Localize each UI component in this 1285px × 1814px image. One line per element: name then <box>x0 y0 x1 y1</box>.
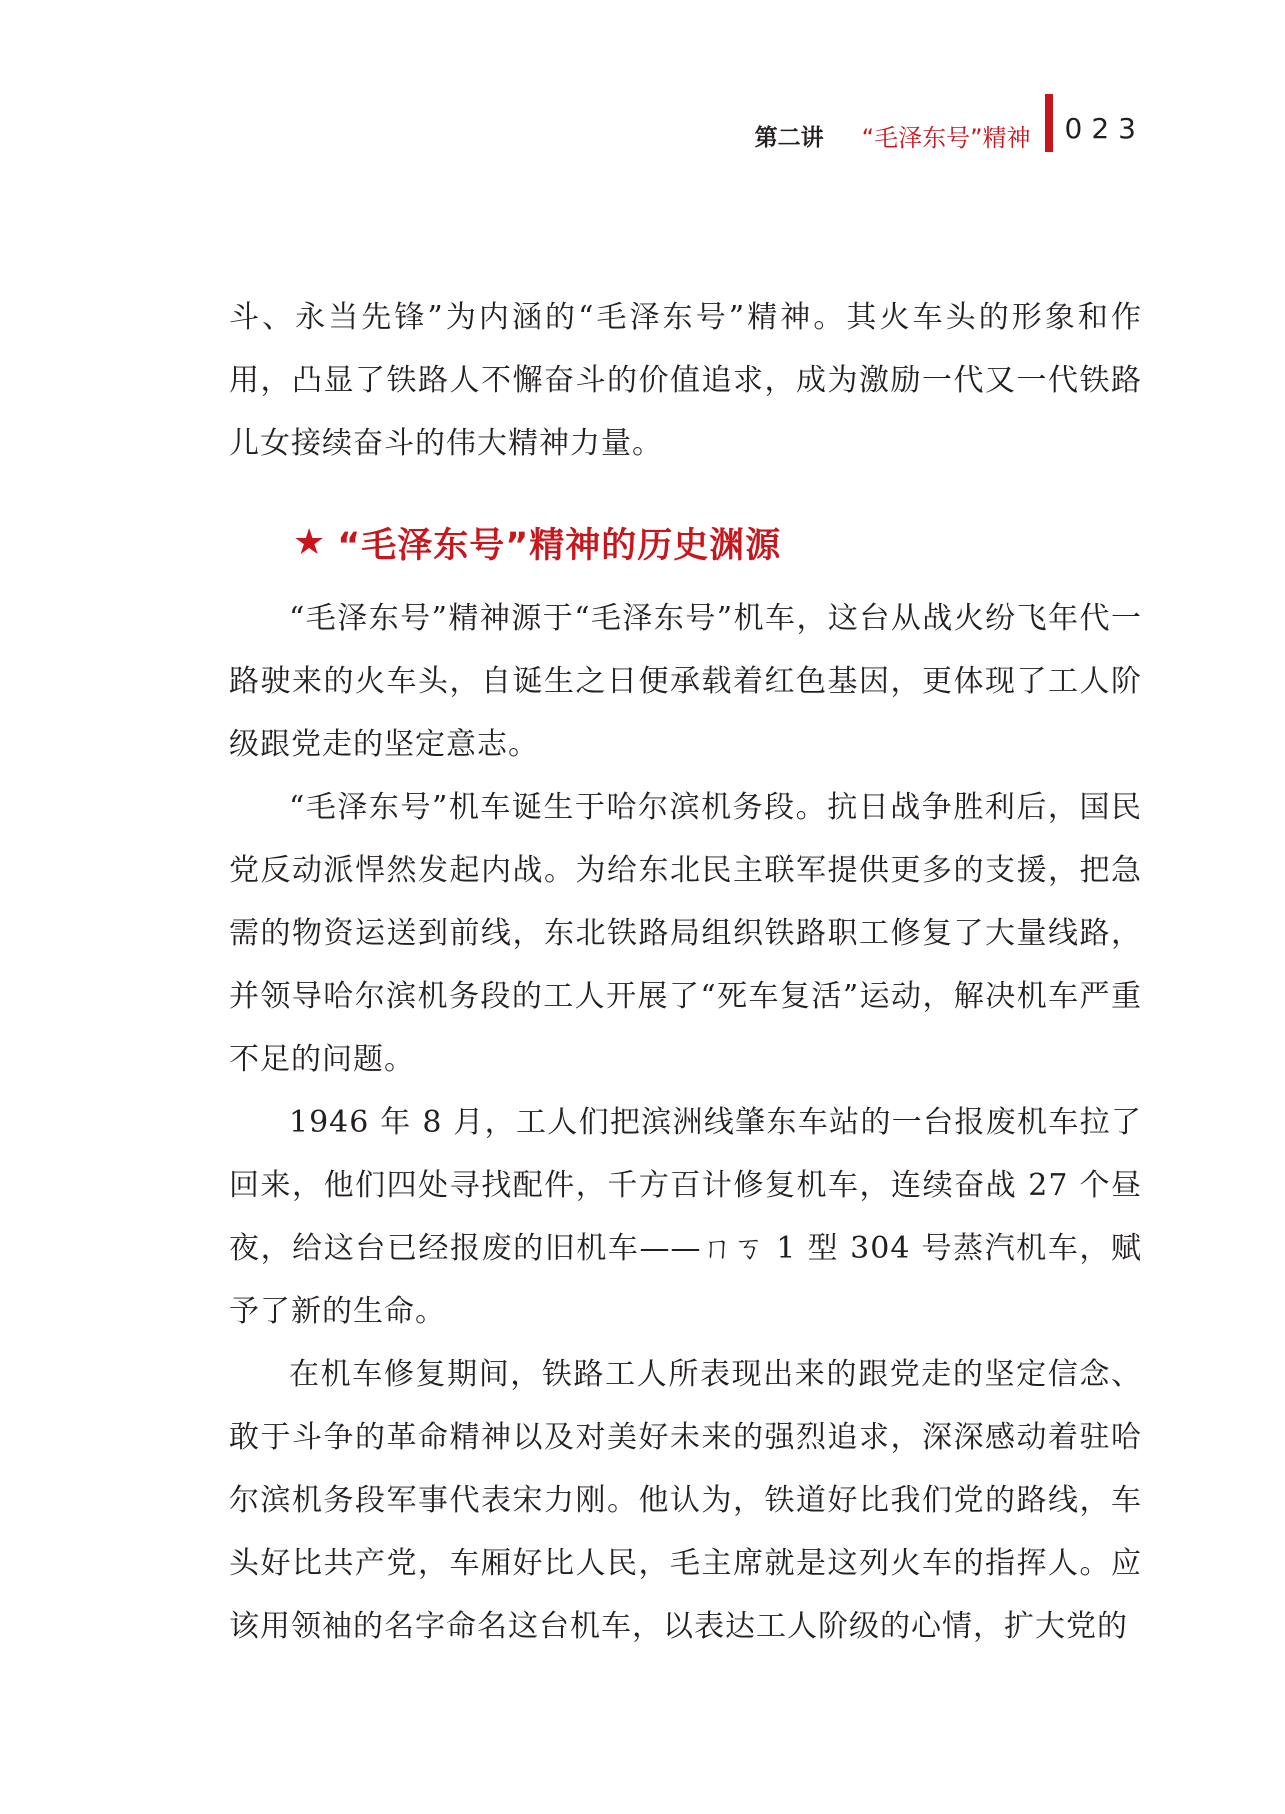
paragraph: 1946 年 8 月，工人们把滨洲线肇东车站的一台报废机车拉了回来，他们四处寻找配件，千方百计修复机车，连续奋战 27 个昼夜，给这台已经报废的旧机车——ㄇㄎ 1 型 304 号蒸汽机车，赋予了新的生命。 <box>229 1105 1142 1329</box>
header-divider <box>1045 94 1053 152</box>
paragraph: “毛泽东号”机车诞生于哈尔滨机务段。抗日战争胜利后，国民党反动派悍然发起内战。为给东北民主联军提供更多的支援，把急需的物资运送到前线，东北铁路局组织铁路职工修复了大量线路，并领导哈尔滨机务段的工人开展了“死车复活”运动，解决机车严重不足的问题。 <box>229 790 1142 1077</box>
header-chapter: 第二讲 <box>754 125 824 151</box>
page-content <box>229 286 1142 1658</box>
paragraph: “毛泽东号”精神源于“毛泽东号”机车，这台从战火纷飞年代一路驶来的火车头，自诞生之日便承载着红色基因，更体现了工人阶级跟党走的坚定意志。 <box>229 601 1142 762</box>
section-heading <box>293 503 1142 583</box>
page-number: 023 <box>1064 112 1145 145</box>
header-title: “毛泽东号”精神 <box>861 124 1031 152</box>
running-header <box>755 92 1145 152</box>
paragraph-continued: 斗、永当先锋”为内涵的“毛泽东号”精神。其火车头的形象和作用，凸显了铁路人不懈奋斗的价值追求，成为激励一代又一代铁路儿女接续奋斗的伟大精神力量。 <box>229 300 1142 461</box>
paragraph: 在机车修复期间，铁路工人所表现出来的跟党走的坚定信念、敢于斗争的革命精神以及对美好未来的强烈追求，深深感动着驻哈尔滨机务段军事代表宋力刚。他认为，铁道好比我们党的路线，车头好比共产党，车厢好比人民，毛主席就是这列火车的指挥人。应该用领袖的名字命名这台机车，以表达工人阶级的心情，扩大党的 <box>229 1357 1142 1644</box>
section-heading-text: “毛泽东号”精神的历史渊源 <box>337 526 782 566</box>
star-icon: ★ <box>293 522 326 563</box>
